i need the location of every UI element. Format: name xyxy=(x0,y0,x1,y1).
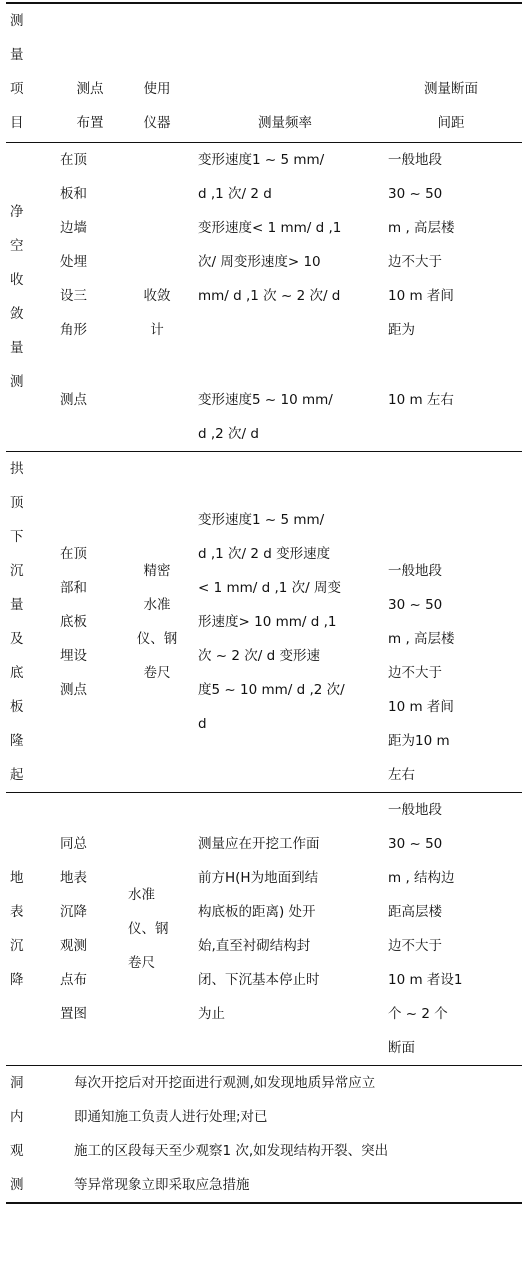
row-item: 拱 顶 下 沉 量 及 底 板 隆 起 xyxy=(6,452,56,793)
row-instrument: 收敛 计 xyxy=(143,288,171,338)
row-spacing: 一般地段 30 ~ 50 m , 高层楼 边不大于 10 m 者间 距为10 m 左右 xyxy=(380,452,522,793)
row-item: 洞 内 观 测 xyxy=(6,1066,56,1204)
row-note: 每次开挖后对开挖面进行观测,如发现地质异常应立 即通知施工负责人进行处理;对已 施工的区段每天至少观察1 次,如发现结构开裂、突出 等异常现象立即采取应急措施 xyxy=(56,1066,522,1204)
row-frequency-extra: 变形速度5 ~ 10 mm/ d ,2 次/ d xyxy=(198,392,333,442)
row-item: 地 表 沉 降 xyxy=(6,793,56,1066)
row-spacing: 一般地段 30 ~ 50 m , 高层楼 边不大于 10 m 者间 距为 xyxy=(388,152,455,338)
header-points: 测点 布置 xyxy=(56,3,124,143)
table-row xyxy=(6,143,522,348)
table-header-row xyxy=(6,3,522,143)
row-item: 净 空 收 敛 量 测 xyxy=(10,204,24,390)
header-frequency: 测量频率 xyxy=(190,3,380,143)
header-spacing: 测量断面 间距 xyxy=(380,3,522,143)
table-row xyxy=(6,793,522,1066)
row-frequency: 测量应在开挖工作面 前方H(H为地面到结 构底板的距离) 处开 始,直至衬砌结构封 闭、下沉基本停止时 为止 xyxy=(190,793,380,1066)
header-item: 测 量 项 目 xyxy=(6,3,56,143)
row-spacing: 一般地段 30 ~ 50 m , 结构边 距高层楼 边不大于 10 m 者设1 个 ~ 2 个 断面 xyxy=(380,793,522,1066)
header-instrument: 使用 仪器 xyxy=(124,3,190,143)
row-points-extra: 测点 xyxy=(60,392,87,408)
row-points: 在顶 板和 边墙 处埋 设三 角形 xyxy=(60,152,87,338)
measurement-table xyxy=(6,2,522,1204)
row-spacing-extra: 10 m 左右 xyxy=(388,392,454,408)
row-instrument: 精密 水准 仪、钢 卷尺 xyxy=(124,452,190,793)
row-points: 同总 地表 沉降 观测 点布 置图 xyxy=(56,793,124,1066)
table-row xyxy=(6,1066,522,1204)
row-points: 在顶 部和 底板 埋设 测点 xyxy=(56,452,124,793)
row-frequency: 变形速度1 ~ 5 mm/ d ,1 次/ 2 d 变形速度 < 1 mm/ d ,1 次/ 周变 形速度> 10 mm/ d ,1 次 ~ 2 次/ d 变形速 度5 ~ 10 mm/ d ,2 次/ d xyxy=(190,452,380,793)
row-instrument: 水准 仪、钢 卷尺 xyxy=(124,793,190,1066)
table-row xyxy=(6,347,522,452)
row-frequency: 变形速度1 ~ 5 mm/ d ,1 次/ 2 d 变形速度< 1 mm/ d ,1 次/ 周变形速度> 10 mm/ d ,1 次 ~ 2 次/ d xyxy=(198,152,342,304)
table-row xyxy=(6,452,522,793)
